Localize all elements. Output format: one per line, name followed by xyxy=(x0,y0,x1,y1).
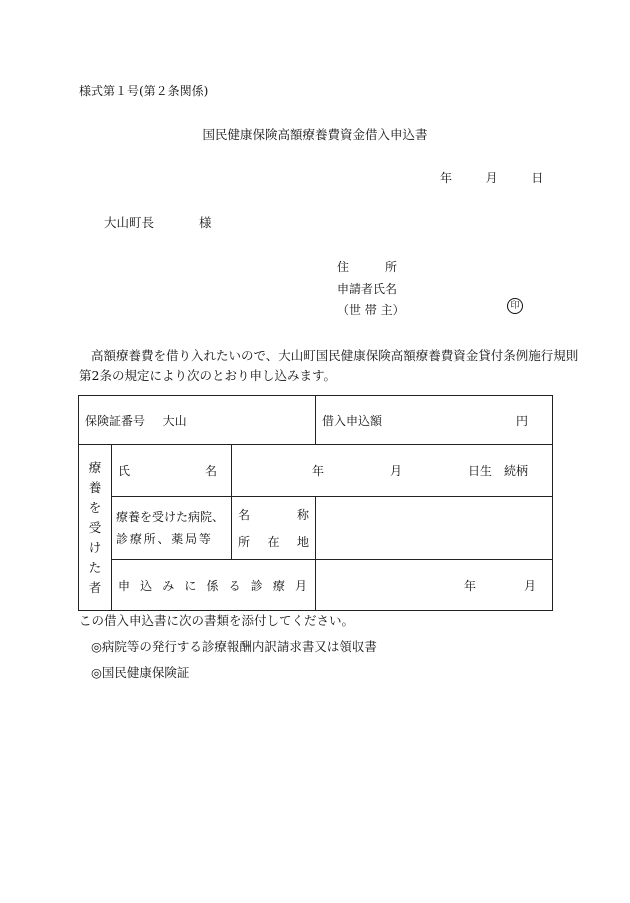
body-text xyxy=(79,346,578,386)
addressee xyxy=(104,213,212,231)
attachment-note xyxy=(79,608,377,686)
relation-label: 続柄 xyxy=(504,464,529,478)
name-label-cell: 氏 名 xyxy=(112,445,232,497)
note-intro: この借入申込書に次の書類を添付してください。 xyxy=(79,613,355,628)
applicant-name-label: 申請者氏名 xyxy=(337,281,398,296)
date-month: 月 xyxy=(485,171,498,185)
note-item: ◎国民健康保険証 xyxy=(91,665,190,680)
treatment-month-value-cell[interactable] xyxy=(316,560,553,611)
treatment-month: 月 xyxy=(524,578,537,593)
body-line-1: 高額療養費を借り入れたいので、大山町国民健康保険高額療養費資金貸付条例施行規則 xyxy=(91,348,579,363)
treatment-month-label-cell: 申 込 み に 係 る 診 療 月 xyxy=(112,560,316,611)
hospital-value-cell[interactable] xyxy=(316,497,553,560)
note-item: ◎病院等の発行する診療報酬内訳請求書又は領収書 xyxy=(91,639,377,654)
body-line-2: 第2条の規定により次のとおり申し込みます。 xyxy=(79,368,336,383)
addressee-name: 大山町長 xyxy=(104,215,155,230)
loan-amount-label: 借入申込額 xyxy=(322,413,383,428)
applicant-household-label: （世 帯 主） xyxy=(337,303,405,317)
date-line xyxy=(440,169,543,186)
loan-amount-cell[interactable] xyxy=(316,396,553,445)
document-title: 国民健康保険高額療養費資金借入申込書 xyxy=(202,127,428,142)
hospital-subheader-cell xyxy=(232,497,316,560)
addressee-honorific: 様 xyxy=(199,215,212,230)
birth-day-suffix: 日生 xyxy=(467,464,492,478)
hospital-address-label: 所 在 地 xyxy=(238,535,310,549)
form-code: 様式第１号(第２条関係) xyxy=(79,84,209,98)
treatment-year: 年 xyxy=(464,578,477,593)
birth-date-cell[interactable] xyxy=(232,445,553,497)
applicant-block xyxy=(337,257,405,322)
insurance-number-label: 保険証番号 xyxy=(85,413,146,428)
hospital-label-cell: 療養を受けた病院、 診 療 所 、 薬 局 等 xyxy=(112,497,232,560)
date-year: 年 xyxy=(440,171,453,185)
birth-year: 年 xyxy=(312,464,325,478)
application-table xyxy=(78,395,553,611)
loan-amount-unit: 円 xyxy=(516,413,529,428)
seal-mark: 印 xyxy=(507,298,523,314)
date-day: 日 xyxy=(531,171,544,185)
patient-side-label: 療 養 を 受 け た 者 xyxy=(79,445,112,611)
birth-month: 月 xyxy=(389,464,402,478)
applicant-address-label: 住 所 xyxy=(337,260,398,274)
insurance-number-value: 大山 xyxy=(162,413,187,428)
hospital-name-label: 名 称 xyxy=(238,508,310,522)
insurance-number-cell[interactable] xyxy=(79,396,316,445)
